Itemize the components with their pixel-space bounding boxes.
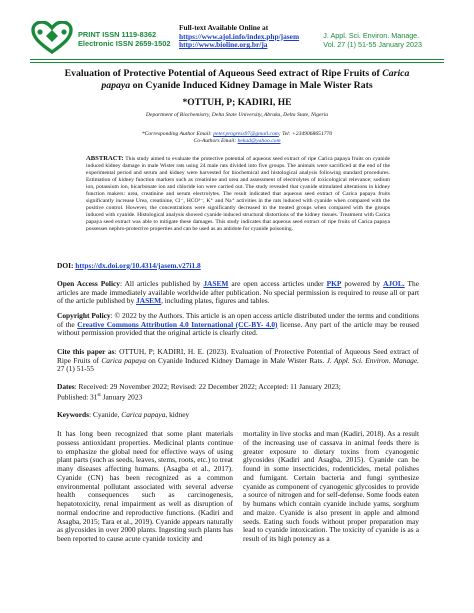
dates: Dates: Received: 29 November 2022; Revised: 22 December 2022; Accepted: 11 January 2023; Published: 31st January 2023 <box>57 382 341 402</box>
license-link[interactable]: Creative Commons Attribution 4.0 International (CC-BY- 4.0) <box>77 319 278 329</box>
keywords: Keywords: Cyanide, Carica papaya, kidney <box>57 410 190 419</box>
bioline-link[interactable]: http://www.bioline.org.br/ja <box>179 40 268 50</box>
print-issn: PRINT ISSN 1119-8362 <box>78 30 157 39</box>
title-species: Carica <box>382 68 410 79</box>
journal-logo-icon <box>31 21 73 55</box>
pkp-link[interactable]: PKP <box>326 279 342 288</box>
paper-title: Evaluation of Protective Potential of Aqueous Seed extract of Ripe Fruits of Carica papaya on Cyanide Induced Kidney Damage in Male Wister Rats <box>64 68 410 91</box>
title-species-2: papaya <box>101 79 131 91</box>
jasem-link[interactable]: JASEM <box>203 279 229 288</box>
open-access-policy: Open Access Policy: All articles published by JASEM are open access articles under PKP powered by AJOL. The articles are made immediately available worldwide after publication. No special permission is required to reuse all or part of the article published by JASEM, including plates, figures and tables. <box>57 279 419 306</box>
authors: *OTTUH, P; KADIRI, HE <box>182 98 292 108</box>
body-column-right: mortality in live stocks and man (Kadiri, 2018). As a result of the increasing use of cassava in animal feeds there is greater exposure to dietary toxins from cyanogenic glycosides (Kadiri and Asagba, 2015). Cyanide can be found in some insecticides, rodenticides, metal polishes and fumigant. Certain bacteria and fungi synthesize cyanide as component of cyanogenic glycosides to provide a source of nitrogen and for self-defense. Some foods eaten by humans which contain cyanide include yams, sorghum and maize. Cyanide is also present in apple and almond seeds. Eating such foods without proper preparation may lead to cyanide intoxication. The toxicity of cyanide is as a result of its high potency as a <box>243 429 419 543</box>
header-divider <box>30 59 444 60</box>
journal-name: J. Appl. Sci. Environ. Manage. <box>323 31 420 40</box>
fulltext-label: Full-text Available Online at <box>179 23 269 32</box>
ajol-link[interactable]: https://www.ajol.info/index.php/jasem <box>179 31 300 41</box>
abstract-label: ABSTRACT: <box>86 155 124 162</box>
issn-block <box>78 30 170 48</box>
correspondence <box>40 131 434 145</box>
coauthor-email-link[interactable]: hekad@yahoo.com <box>237 138 281 144</box>
abstract-text: This study aimed to evaluate the protective potential of aqueous seed extract of ripe Carica papaya fruits on cyanide induced kidney damage in male Wister rats using 24 male rats divided into five groups. The animals were sacrificed at the end of the experimental period and serum and kidney were harvested for biochemical and histological analysis following standard procedures. Estimation of kidney function markers such as creatinine and urea and assessment of electrolytes of toxicological relevance; sodium ion, potassium ion, bicarbonate ion and chloride ion were carried out. The study revealed that cyanide stimulated alterations in kidney function makers: urea, creatinine and serum electrolytes. The result indicated that aqueous seed extract of Carica papaya fruits significantly increase Urea, creatinine, Cl⁻, HCO³⁻, K⁺ and Na⁺ activities in the rats induced with cyanide when compared with the positive control. However, the concentrations were significantly decreased in the treated groups when compared with the groups induced with cyanide. Histological analysis showed cyanide induced structural distortions of the kidney tissues. Treatment with Carica papaya seed extract was able to mitigate these damages. This study indicates that aqueous seed extract of ripe fruits of Carica papaya possesses nephro-protective properties and can be used as an antidote for cyanide poisoning. <box>86 156 390 233</box>
jasem-link-2[interactable]: JASEM <box>136 296 162 306</box>
journal-volume: Vol. 27 (1) 51-55 January 2023 <box>323 40 422 49</box>
affiliation: Department of Biochemistry, Delta State University, Abraka, Delta State, Nigeria <box>145 112 329 118</box>
electronic-issn: Electronic ISSN 2659-1502 <box>78 39 171 48</box>
corresponding-email-link[interactable]: peter.progress97@gmail.com <box>213 131 279 137</box>
header-divider-2 <box>30 62 444 63</box>
corresponding-tel: ; Tel: +2349068651770 <box>278 131 333 137</box>
citation: Cite this paper as: OTTUH, P; KADIRI, H. E. (2023). Evaluation of Protective Potential of Aqueous Seed extract of Ripe Fruits of Carica papaya on Cyanide Induced Kidney Damage in Male Wister Rats. J. Appl. Sci. Environ. Manage. 27 (1) 51-55 <box>57 347 419 374</box>
body-column-left: It has long been recognized that some plant materials possess antioxidant properties. Medicinal plants continue to emphasize the global need for effective ways of using plant parts (such as seeds, leaves, stems, roots, etc.) to treat many diseases affecting humans. (Asagba et al., 2017). Cyanide (CN) has been recognized as a common environmental pollutant associated with several adverse health consequences such as carcinogenesis, hepatotoxicity, renal impairment as well as disruption of normal endocrine and reproductive functions. (Kadiri and Asagba, 2015; Tara et al., 2019). Cyanide appears naturally as glycosides in over 2000 plants. Ingesting such plants has been reported to cause acute cyanide toxicity and <box>57 429 233 543</box>
coauthor-label: Co-Authors Email: <box>193 138 237 144</box>
copyright-policy: Copyright Policy: © 2022 by the Authors. This article is an open access article distributed under the terms and conditions of the Creative Commons Attribution 4.0 International (CC-BY- 4.0) license. Any part of the article may be reused without permission provided that the original article is clearly cited. <box>57 311 419 338</box>
corresponding-label: *Corresponding Author Email: <box>141 131 212 137</box>
ajol-link-2[interactable]: AJOL. <box>383 279 405 288</box>
journal-citation-header <box>323 31 422 49</box>
online-availability <box>179 24 299 50</box>
abstract <box>86 155 390 234</box>
doi-link[interactable]: https://dx.doi.org/10.4314/jasem.v27i1.8 <box>75 261 201 270</box>
doi: DOI: https://dx.doi.org/10.4314/jasem.v27i1.8 <box>57 261 201 270</box>
